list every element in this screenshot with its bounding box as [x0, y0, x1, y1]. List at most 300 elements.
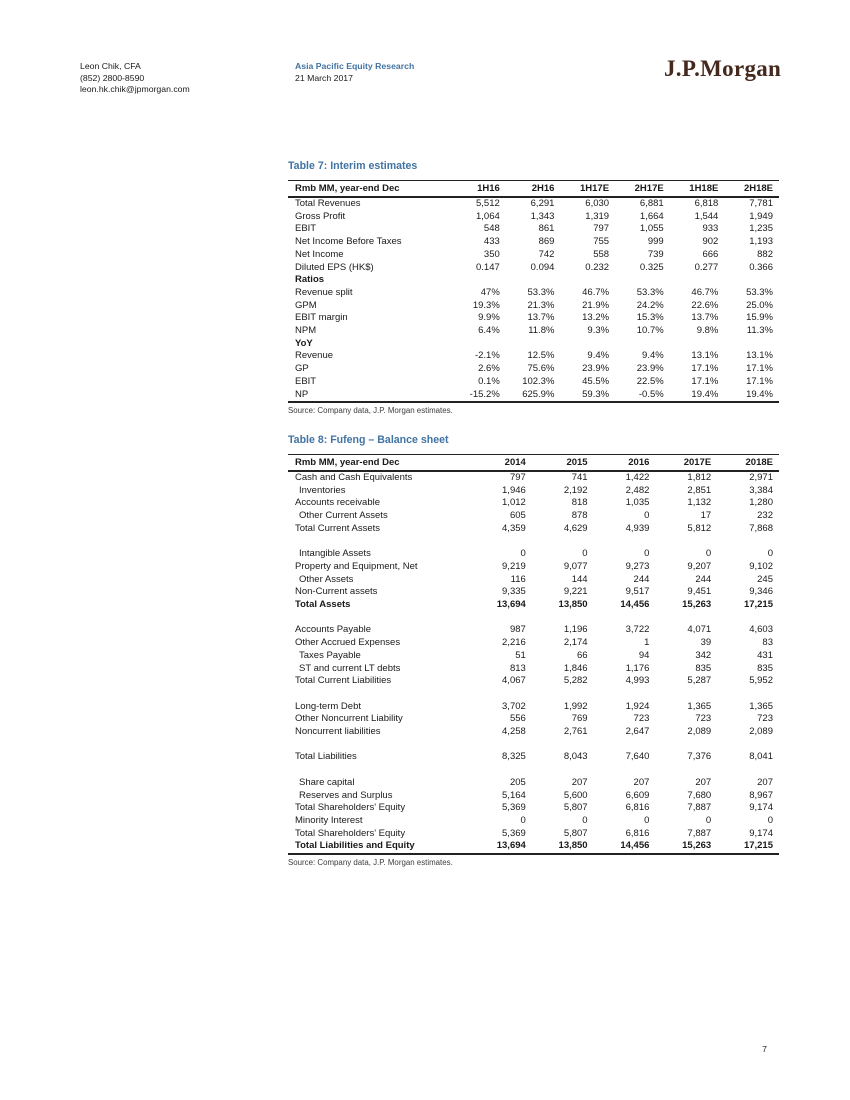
cell-value: 1,193: [749, 236, 773, 248]
cell-value: 0: [644, 510, 650, 522]
column-header: 2H16: [506, 181, 561, 198]
table-row: [288, 726, 779, 739]
cell-value: 5,812: [687, 522, 712, 534]
cell-value: 14,456: [620, 840, 650, 852]
row-label: Share capital: [299, 776, 355, 788]
column-header: 2015: [532, 455, 594, 472]
table-row: [288, 713, 779, 726]
table-row: [288, 574, 779, 587]
cell-value: 17,215: [743, 840, 773, 852]
cell-value: 4,258: [502, 726, 526, 738]
row-label: Total Liabilities: [295, 751, 357, 763]
row-label: EBIT margin: [295, 312, 348, 324]
research-header-block: [295, 61, 414, 84]
cell-value: 4,603: [749, 624, 773, 636]
cell-value: 869: [538, 236, 555, 248]
table-row: [288, 586, 779, 599]
cell-value: 22.5%: [636, 375, 664, 387]
cell-value: 1,280: [749, 497, 773, 509]
cell-value: 116: [510, 573, 526, 585]
cell-value: 2,851: [687, 484, 712, 496]
table-row: [288, 350, 779, 363]
cell-value: 1,422: [625, 472, 650, 483]
cell-value: 9,102: [749, 560, 773, 572]
cell-value: 2,482: [625, 484, 650, 496]
table-row: [288, 790, 779, 803]
cell-value: 9.9%: [478, 312, 500, 324]
cell-value: 0: [767, 814, 773, 826]
cell-value: 53.3%: [527, 286, 555, 298]
table-row: [288, 675, 779, 688]
row-label: NPM: [295, 325, 317, 337]
cell-value: 5,600: [563, 789, 588, 801]
cell-value: 1,012: [502, 497, 526, 509]
cell-value: 4,993: [625, 675, 650, 687]
table-row: [288, 274, 779, 287]
analyst-email: leon.hk.chik@jpmorgan.com: [80, 84, 190, 95]
cell-value: 9.4%: [587, 350, 610, 362]
cell-value: 1,949: [749, 210, 773, 222]
cell-value: 9,174: [749, 827, 773, 839]
cell-value: 9.4%: [642, 350, 664, 362]
row-label: EBIT: [295, 375, 317, 387]
cell-value: 3,702: [502, 700, 526, 712]
cell-value: 0: [705, 548, 712, 560]
table7: [288, 180, 779, 403]
table-row: [288, 764, 779, 777]
cell-value: 902: [702, 236, 719, 248]
cell-value: 7,781: [749, 198, 773, 209]
blank-row: [288, 536, 779, 549]
table-row: [288, 197, 779, 211]
cell-value: 1,176: [625, 662, 650, 674]
cell-value: 5,807: [563, 802, 588, 814]
blank-row: [288, 688, 779, 701]
row-label: Other Current Assets: [299, 510, 388, 522]
table-row: [288, 739, 779, 752]
table-row: [288, 624, 779, 637]
cell-value: 4,067: [502, 675, 526, 687]
row-label: Revenue: [295, 350, 334, 362]
cell-value: 548: [483, 223, 500, 235]
table-row: [288, 249, 779, 262]
cell-value: 741: [571, 472, 588, 483]
cell-value: 882: [757, 248, 773, 260]
cell-value: 2,174: [563, 637, 588, 649]
row-label: Taxes Payable: [299, 649, 361, 661]
table-row: [288, 300, 779, 313]
cell-value: 19.4%: [691, 388, 719, 400]
cell-value: 2.6%: [478, 363, 500, 375]
cell-value: 102.3%: [522, 375, 555, 387]
column-header: Rmb MM, year-end Dec: [288, 455, 470, 472]
cell-value: 0.1%: [478, 375, 500, 387]
cell-value: 13.1%: [746, 350, 773, 362]
cell-value: 47%: [480, 286, 500, 298]
cell-value: 205: [509, 776, 526, 788]
cell-value: 51: [515, 649, 526, 661]
cell-value: 7,376: [687, 751, 712, 763]
table-row: [288, 561, 779, 574]
cell-value: 1,035: [625, 497, 650, 509]
table8-title: Table 8: Fufeng – Balance sheet: [288, 434, 449, 446]
cell-value: 207: [571, 776, 588, 788]
cell-value: 797: [593, 223, 610, 235]
cell-value: 0.147: [476, 261, 500, 273]
cell-value: 0.094: [530, 261, 555, 273]
cell-value: 25.0%: [746, 299, 773, 311]
cell-value: 431: [757, 649, 773, 661]
table-row: [288, 325, 779, 338]
cell-value: 6,291: [530, 198, 555, 209]
row-label: Other Noncurrent Liability: [295, 713, 403, 725]
table8: [288, 454, 779, 855]
cell-value: 0.325: [639, 261, 664, 273]
cell-value: 13.1%: [691, 350, 719, 362]
jpmorgan-logo: J.P.Morgan: [664, 56, 782, 81]
cell-value: 7,640: [625, 751, 650, 763]
table-row: [288, 312, 779, 325]
cell-value: 3,722: [625, 624, 650, 636]
row-label: GP: [295, 363, 309, 375]
row-label: Net Income Before Taxes: [295, 236, 402, 248]
cell-value: 1,992: [563, 700, 588, 712]
cell-value: 7,868: [749, 522, 773, 534]
cell-value: 5,952: [749, 675, 773, 687]
table-row: [288, 548, 779, 561]
cell-value: 0: [705, 814, 712, 826]
cell-value: 4,071: [687, 624, 712, 636]
cell-value: 2,089: [749, 726, 773, 738]
table7-source: Source: Company data, J.P. Morgan estimates.: [288, 406, 453, 416]
cell-value: 15.3%: [636, 312, 664, 324]
table-row: [288, 599, 779, 612]
cell-value: 625.9%: [522, 388, 555, 400]
cell-value: 17,215: [743, 599, 773, 611]
row-label: Total Current Liabilities: [295, 675, 392, 687]
cell-value: 350: [483, 248, 500, 260]
cell-value: 835: [757, 662, 773, 674]
column-header: 1H16: [451, 181, 506, 198]
cell-value: [560, 338, 615, 351]
cell-value: 2,761: [563, 726, 588, 738]
cell-value: 9,451: [687, 586, 712, 598]
cell-value: 17.1%: [746, 375, 773, 387]
cell-value: 1,946: [502, 484, 526, 496]
table-row: [288, 376, 779, 389]
cell-value: 6,609: [625, 789, 650, 801]
cell-value: 19.3%: [472, 299, 500, 311]
cell-value: [615, 338, 670, 351]
cell-value: 2,089: [687, 726, 712, 738]
table-row: [288, 236, 779, 249]
cell-value: 6.4%: [478, 325, 500, 337]
analyst-contact-block: [80, 61, 190, 96]
column-header: 1H18E: [670, 181, 725, 198]
cell-value: 244: [695, 573, 712, 585]
cell-value: 666: [702, 248, 719, 260]
cell-value: 8,325: [502, 751, 526, 763]
table7-header-row: [288, 181, 779, 198]
cell-value: 1,132: [687, 497, 712, 509]
cell-value: 9,335: [502, 586, 526, 598]
table8-header-row: [288, 455, 779, 472]
cell-value: 6,816: [625, 802, 650, 814]
cell-value: 5,164: [502, 789, 526, 801]
row-label: Total Assets: [295, 599, 351, 611]
cell-value: 0: [644, 548, 650, 560]
cell-value: 0: [582, 814, 588, 826]
row-label: Total Revenues: [295, 198, 361, 209]
cell-value: 605: [509, 510, 526, 522]
cell-value: 4,939: [625, 522, 650, 534]
cell-value: 245: [757, 573, 773, 585]
cell-value: 15,263: [682, 599, 712, 611]
row-label: Ratios: [295, 274, 325, 286]
cell-value: 9,219: [502, 560, 526, 572]
table-row: [288, 510, 779, 523]
cell-value: 5,807: [563, 827, 588, 839]
cell-value: 4,629: [563, 522, 588, 534]
row-label: Other Assets: [299, 573, 354, 585]
table-row: [288, 802, 779, 815]
cell-value: 24.2%: [636, 299, 664, 311]
row-label: Total Liabilities and Equity: [295, 840, 415, 852]
table-row: [288, 497, 779, 510]
cell-value: 15.9%: [746, 312, 773, 324]
cell-value: 1,664: [639, 210, 664, 222]
row-label: Total Current Assets: [295, 522, 381, 534]
cell-value: 13.7%: [691, 312, 719, 324]
cell-value: 1,196: [563, 624, 588, 636]
cell-value: 878: [571, 510, 588, 522]
cell-value: 1: [644, 637, 650, 649]
table-row: [288, 471, 779, 485]
cell-value: 23.9%: [636, 363, 664, 375]
page-number: 7: [762, 1044, 767, 1054]
cell-value: 797: [509, 472, 526, 483]
cell-value: 0.232: [585, 261, 610, 273]
cell-value: [451, 338, 506, 351]
row-label: Long-term Debt: [295, 700, 362, 712]
cell-value: 83: [762, 637, 773, 649]
cell-value: 9,221: [563, 586, 588, 598]
cell-value: 2,216: [502, 637, 526, 649]
table8-source: Source: Company data, J.P. Morgan estimates.: [288, 858, 453, 868]
cell-value: 39: [700, 637, 712, 649]
cell-value: 723: [633, 713, 650, 725]
row-label: Property and Equipment, Net: [295, 560, 418, 572]
cell-value: [670, 338, 725, 351]
table-row: [288, 777, 779, 790]
table-row: [288, 688, 779, 701]
cell-value: 0: [767, 548, 773, 560]
table-row: [288, 828, 779, 841]
row-label: NP: [295, 388, 309, 400]
cell-value: 23.9%: [582, 363, 610, 375]
cell-value: [724, 274, 779, 287]
table-row: [288, 363, 779, 376]
cell-value: 9,207: [687, 560, 712, 572]
cell-value: 207: [695, 776, 712, 788]
blank-row: [288, 764, 779, 777]
cell-value: 9.8%: [696, 325, 719, 337]
table-row: [288, 751, 779, 764]
cell-value: 5,369: [502, 802, 526, 814]
cell-value: 19.4%: [746, 388, 773, 400]
cell-value: 999: [647, 236, 664, 248]
cell-value: 11.8%: [528, 325, 555, 337]
table-row: [288, 663, 779, 676]
table8-block: [288, 434, 779, 868]
row-label: Minority Interest: [295, 814, 363, 826]
cell-value: 94: [638, 649, 650, 661]
cell-value: 14,456: [620, 599, 650, 611]
cell-value: [615, 274, 670, 287]
analyst-name: Leon Chik, CFA: [80, 61, 141, 71]
row-label: Accounts Payable: [295, 624, 372, 636]
cell-value: 1,235: [749, 223, 773, 235]
cell-value: 53.3%: [636, 286, 664, 298]
cell-value: 9,174: [749, 802, 773, 814]
cell-value: 9,346: [749, 586, 773, 598]
column-header: 2017E: [655, 455, 717, 472]
cell-value: 556: [509, 713, 526, 725]
blank-row: [288, 739, 779, 752]
cell-value: 66: [577, 649, 588, 661]
cell-value: 1,319: [585, 210, 610, 222]
row-label: Non-Current assets: [295, 586, 378, 598]
cell-value: 21.3%: [527, 299, 555, 311]
cell-value: [506, 274, 561, 287]
cell-value: 1,055: [639, 223, 664, 235]
cell-value: 835: [695, 662, 712, 674]
row-label: Net Income: [295, 248, 344, 260]
cell-value: 6,816: [625, 827, 650, 839]
column-header: 2018E: [717, 455, 779, 472]
cell-value: 558: [593, 248, 610, 260]
cell-value: 13,694: [496, 599, 526, 611]
row-label: Intangible Assets: [299, 548, 371, 560]
cell-value: 15,263: [682, 840, 712, 852]
cell-value: 11.3%: [746, 325, 773, 337]
cell-value: 9,517: [625, 586, 650, 598]
cell-value: 59.3%: [582, 388, 610, 400]
cell-value: 7,887: [687, 802, 712, 814]
cell-value: 6,818: [694, 198, 719, 209]
cell-value: 9,077: [563, 560, 588, 572]
cell-value: 723: [757, 713, 773, 725]
table-row: [288, 211, 779, 224]
row-label: Accounts receivable: [295, 497, 381, 509]
column-header: 2H18E: [724, 181, 779, 198]
row-label: Gross Profit: [295, 210, 346, 222]
table7-block: [288, 160, 779, 416]
table-row: [288, 637, 779, 650]
table-row: [288, 701, 779, 714]
table-row: [288, 338, 779, 351]
column-header: 2016: [594, 455, 656, 472]
cell-value: 1,365: [687, 700, 712, 712]
cell-value: 433: [483, 236, 500, 248]
table-row: [288, 815, 779, 828]
row-label: Other Accrued Expenses: [295, 637, 401, 649]
cell-value: 244: [633, 573, 650, 585]
row-label: Diluted EPS (HK$): [295, 261, 374, 273]
cell-value: 818: [571, 497, 588, 509]
cell-value: 12.5%: [527, 350, 555, 362]
cell-value: 1,544: [694, 210, 719, 222]
cell-value: [451, 274, 506, 287]
cell-value: 0.366: [749, 261, 773, 273]
cell-value: 4,359: [502, 522, 526, 534]
cell-value: 17.1%: [691, 363, 719, 375]
cell-value: 987: [509, 624, 526, 636]
cell-value: 7,887: [687, 827, 712, 839]
cell-value: 739: [647, 248, 664, 260]
cell-value: 861: [538, 223, 555, 235]
cell-value: -15.2%: [469, 388, 500, 400]
cell-value: [560, 274, 615, 287]
cell-value: 9,273: [625, 560, 650, 572]
cell-value: 5,287: [687, 675, 712, 687]
cell-value: 0: [520, 814, 526, 826]
row-label: GPM: [295, 299, 317, 311]
cell-value: 1,846: [563, 662, 588, 674]
cell-value: 10.7%: [636, 325, 664, 337]
cell-value: 17.1%: [691, 375, 719, 387]
cell-value: 723: [695, 713, 712, 725]
cell-value: 1,812: [687, 472, 712, 483]
cell-value: 13,850: [558, 840, 588, 852]
table-row: [288, 262, 779, 275]
cell-value: 13.7%: [527, 312, 555, 324]
report-date: 21 March 2017: [295, 72, 353, 83]
column-header: 2H17E: [615, 181, 670, 198]
cell-value: 9.3%: [587, 325, 610, 337]
cell-value: 755: [593, 236, 610, 248]
cell-value: 2,647: [625, 726, 650, 738]
row-label: Total Shareholders' Equity: [295, 827, 406, 839]
cell-value: [724, 338, 779, 351]
table-row: [288, 536, 779, 549]
row-label: Noncurrent liabilities: [295, 726, 381, 738]
row-label: Reserves and Surplus: [299, 789, 393, 801]
cell-value: 46.7%: [582, 286, 610, 298]
cell-value: 46.7%: [691, 286, 719, 298]
cell-value: 13.2%: [582, 312, 610, 324]
cell-value: 3,384: [749, 484, 773, 496]
cell-value: -0.5%: [638, 388, 664, 400]
cell-value: 45.5%: [582, 375, 610, 387]
analyst-phone: (852) 2800-8590: [80, 72, 145, 83]
cell-value: 933: [702, 223, 719, 235]
table-row: [288, 612, 779, 625]
table-row: [288, 650, 779, 663]
cell-value: 0.277: [694, 261, 719, 273]
cell-value: 0: [520, 548, 526, 560]
cell-value: 6,881: [639, 198, 664, 209]
cell-value: 13,850: [558, 599, 588, 611]
cell-value: 22.6%: [691, 299, 719, 311]
cell-value: 17: [700, 510, 712, 522]
table-row: [288, 223, 779, 236]
cell-value: 1,924: [625, 700, 650, 712]
research-division: Asia Pacific Equity Research: [295, 61, 415, 71]
row-label: Total Shareholders' Equity: [295, 802, 406, 814]
cell-value: 769: [571, 713, 588, 725]
cell-value: 75.6%: [527, 363, 555, 375]
